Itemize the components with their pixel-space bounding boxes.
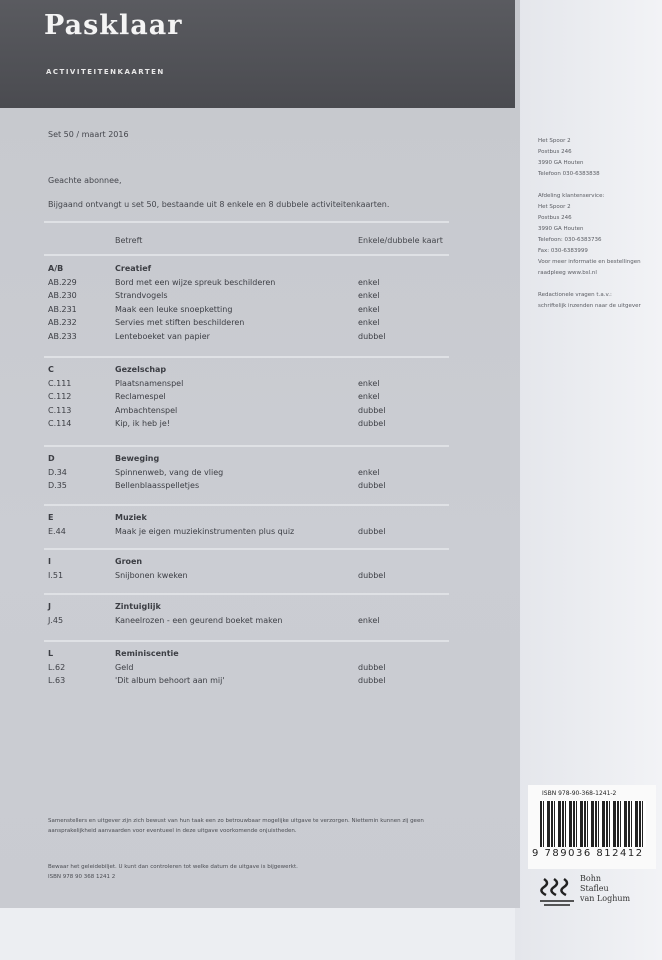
address-line: Redactionele vragen t.a.v.:	[538, 292, 612, 298]
card-type: dubbel	[358, 405, 386, 415]
card-type: dubbel	[358, 481, 386, 490]
table-row	[48, 278, 448, 292]
address-line: Voor meer informatie en bestellingen	[538, 259, 641, 265]
card-type: enkel	[358, 392, 380, 401]
section-code: I	[48, 557, 51, 566]
divider	[44, 254, 449, 256]
card-type: enkel	[358, 467, 380, 477]
intro: Bijgaand ontvangt u set 50, bestaande uit 8 enkele en 8 dubbele activiteitenkaarten.	[48, 200, 390, 209]
publisher-logo-icon	[540, 875, 576, 907]
card-type: enkel	[358, 304, 380, 314]
card-title: Plaatsnamenspel	[115, 378, 184, 388]
card-title: Maak je eigen muziekinstrumenten plus quiz	[115, 526, 295, 536]
card-title: Reclamespel	[115, 392, 166, 401]
divider	[44, 593, 449, 595]
table-row	[48, 616, 448, 630]
card-type: dubbel	[358, 526, 386, 536]
card-code: AB.230	[48, 291, 77, 300]
card-type: dubbel	[358, 570, 386, 580]
card-type: enkel	[358, 291, 380, 300]
address-line: Fax: 030-6383999	[538, 248, 588, 254]
card-code: D.35	[48, 481, 67, 490]
section-gezelschap	[48, 365, 448, 433]
section-code: A/B	[48, 264, 64, 273]
card-code: AB.233	[48, 331, 77, 341]
note: Bewaar het geleidebiljet. U kunt dan controleren tot welke datum de uitgave is bijgewerkt.	[48, 864, 298, 870]
card-title: Kaneelrozen - een geurend boeket maken	[115, 615, 283, 625]
card-title: Kip, ik heb je!	[115, 419, 170, 428]
address-line: Het Spoor 2	[538, 204, 571, 210]
section-header	[48, 649, 448, 663]
section-header	[48, 602, 448, 616]
card-title: 'Dit album behoort aan mij'	[115, 676, 225, 685]
table-row	[48, 305, 448, 319]
section-name: Beweging	[115, 454, 160, 463]
address-line: schriftelijk inzenden naar de uitgever	[538, 303, 641, 309]
publisher-name	[580, 874, 630, 904]
set-date: Set 50 / maart 2016	[48, 130, 129, 139]
card-title: Snijbonen kweken	[115, 570, 188, 580]
section-name: Zintuiglijk	[115, 602, 161, 611]
address-line: Postbus 246	[538, 149, 572, 155]
col-subject: Betreft	[115, 236, 143, 245]
section-name: Reminiscentie	[115, 649, 179, 658]
section-muziek	[48, 513, 448, 540]
divider	[44, 548, 449, 550]
section-header	[48, 454, 448, 468]
card-type: enkel	[358, 378, 380, 388]
table-row	[48, 571, 448, 585]
section-header	[48, 365, 448, 379]
card-title: Servies met stiften beschilderen	[115, 318, 245, 327]
section-code: E	[48, 513, 54, 522]
table-row	[48, 318, 448, 332]
greeting: Geachte abonnee,	[48, 176, 122, 185]
card-code: C.111	[48, 378, 72, 388]
card-code: J.45	[48, 615, 64, 625]
barcode-ean: 9 789036 812412	[532, 848, 644, 859]
card-title: Geld	[115, 662, 134, 672]
table-row	[48, 406, 448, 420]
table-row	[48, 468, 448, 482]
card-code: E.44	[48, 526, 66, 536]
section-groen	[48, 557, 448, 584]
section-name: Muziek	[115, 513, 147, 522]
barcode-bars	[540, 801, 646, 847]
section-zintuiglijk	[48, 602, 448, 629]
address-line: 3990 GA Houten	[538, 160, 584, 166]
card-type: enkel	[358, 277, 380, 287]
section-header	[48, 264, 448, 278]
card-title: Bord met een wijze spreuk beschilderen	[115, 277, 276, 287]
address-line: Telefoon 030-6383838	[538, 171, 600, 177]
table-row	[48, 291, 448, 305]
table-row	[48, 379, 448, 393]
card-title: Spinnenweb, vang de vlieg	[115, 467, 224, 477]
section-reminiscentie	[48, 649, 448, 690]
card-type: enkel	[358, 615, 380, 625]
card-type: enkel	[358, 318, 380, 327]
section-name: Groen	[115, 557, 143, 566]
card-code: C.112	[48, 392, 72, 401]
card-type: dubbel	[358, 662, 386, 672]
header-band	[0, 0, 515, 108]
table-row	[48, 527, 448, 541]
card-code: D.34	[48, 467, 67, 477]
table-row	[48, 392, 448, 406]
col-type: Enkele/dubbele kaart	[358, 236, 443, 245]
table-row	[48, 419, 448, 433]
address-line: raadpleeg www.bsl.nl	[538, 270, 597, 276]
section-header	[48, 557, 448, 571]
divider	[44, 221, 449, 223]
section-code: C	[48, 365, 54, 374]
barcode-isbn: ISBN 978-90-368-1241-2	[542, 790, 617, 797]
section-code: L	[48, 649, 54, 658]
card-title: Maak een leuke snoepketting	[115, 304, 233, 314]
card-type: dubbel	[358, 331, 386, 341]
publisher-line: Stafleu	[580, 884, 609, 893]
address-line: 3990 GA Houten	[538, 226, 584, 232]
disclaimer: Samenstellers en uitgever zijn zich bewust van hun taak een zo betrouwbaar mogelijke uitgave te verzorgen. Niettemin kunnen zij geen aansprakelijkheid aanvaarden voor eventueel in deze uitgave voorkomende onjuistheden.	[48, 818, 424, 834]
address-line: Het Spoor 2	[538, 138, 571, 144]
card-code: C.113	[48, 405, 72, 415]
section-beweging	[48, 454, 448, 495]
card-title: Lenteboeket van papier	[115, 331, 210, 341]
address-line: Postbus 246	[538, 215, 572, 221]
card-type: dubbel	[358, 419, 386, 428]
section-code: D	[48, 454, 55, 463]
table-row	[48, 481, 448, 495]
card-title: Ambachtenspel	[115, 405, 178, 415]
card-code: I.51	[48, 570, 64, 580]
title: Pasklaar	[44, 10, 183, 41]
section-name: Gezelschap	[115, 365, 167, 374]
section-code: J	[48, 602, 51, 611]
address-line: Telefoon: 030-6383736	[538, 237, 602, 243]
table-row	[48, 663, 448, 677]
barcode	[528, 785, 656, 869]
publisher-line: Bohn	[580, 874, 601, 883]
card-title: Strandvogels	[115, 291, 168, 300]
section-creatief	[48, 264, 448, 345]
card-code: L.63	[48, 676, 66, 685]
divider	[44, 640, 449, 642]
card-code: AB.229	[48, 277, 77, 287]
publisher-line: van Loghum	[580, 894, 631, 903]
card-code: C.114	[48, 419, 72, 428]
card-type: dubbel	[358, 676, 386, 685]
divider	[44, 445, 449, 447]
divider	[44, 504, 449, 506]
address-line: Afdeling klantenservice:	[538, 193, 605, 199]
card-title: Bellenblaasspelletjes	[115, 481, 200, 490]
subtitle: ACTIVITEITENKAARTEN	[46, 68, 165, 76]
section-name: Creatief	[115, 264, 152, 273]
divider	[44, 356, 449, 358]
footer-isbn: ISBN 978 90 368 1241 2	[48, 874, 116, 880]
card-code: AB.232	[48, 318, 77, 327]
card-code: L.62	[48, 662, 66, 672]
table-row	[48, 676, 448, 690]
table-row	[48, 332, 448, 346]
card-code: AB.231	[48, 304, 77, 314]
section-header	[48, 513, 448, 527]
